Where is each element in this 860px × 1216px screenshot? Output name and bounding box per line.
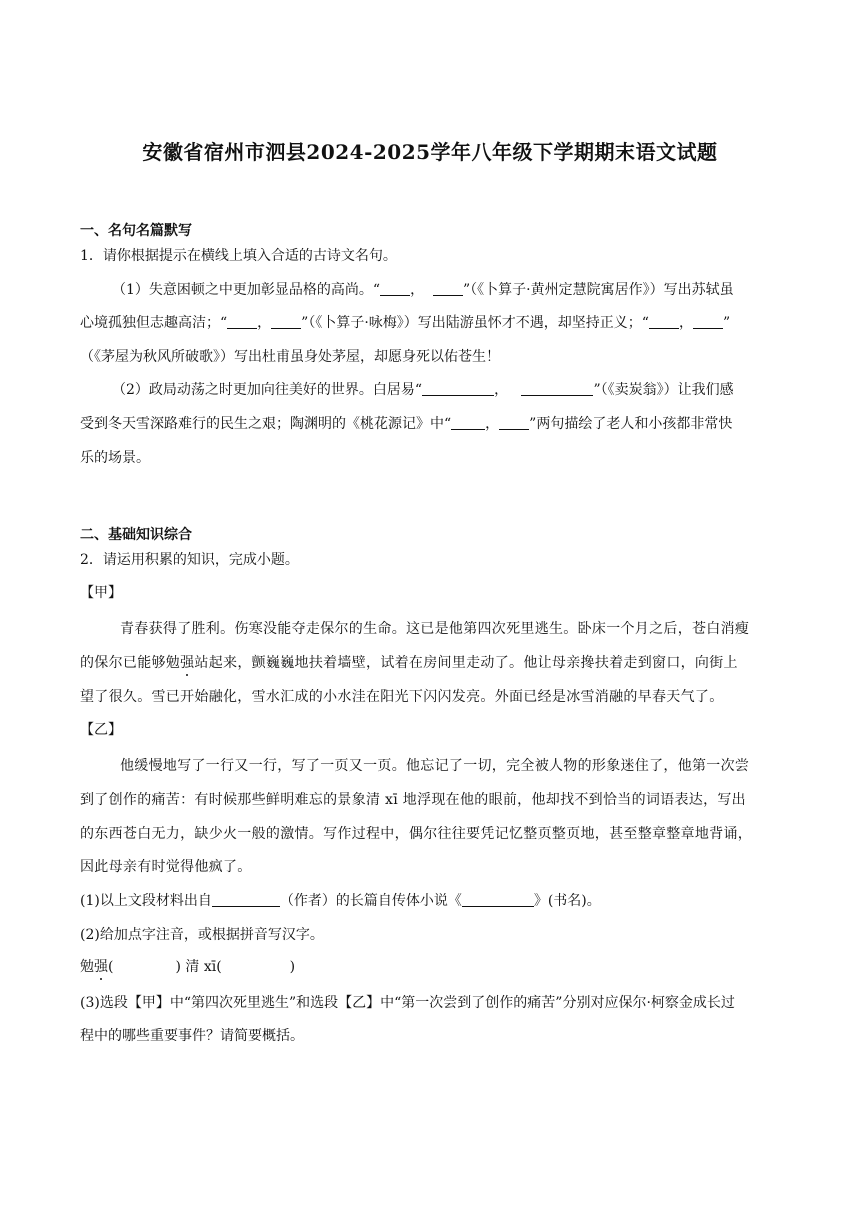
emphasis-dot-char: 强 bbox=[180, 655, 195, 671]
sub-question-2-answers: 勉强( ) 清 xī( ) bbox=[80, 959, 296, 975]
question-2-prompt: 2．请运用积累的知识，完成小题。 bbox=[80, 552, 299, 568]
passage-yi-line4: 因此母亲有时觉得他疯了。 bbox=[80, 859, 252, 875]
question-1-part2-line2: 受到冬天雪深路难行的民生之艰；陶渊明的《桃花源记》中“ ， ”两句描绘了老人和小孩都非常快 bbox=[80, 416, 733, 432]
passage-jia-line1: 青春获得了胜利。伤寒没能夺走保尔的生命。这已是他第四次死里逃生。卧床一个月之后，苍白消瘦 bbox=[120, 621, 750, 637]
question-1-part1-line1: （1）失意困顿之中更加彰显品格的高尚。“ ， ”（《卜算子·黄州定慧院寓居作》）写出苏轼虽 bbox=[112, 282, 734, 298]
passage-yi-line3: 的东西苍白无力，缺少火一般的激情。写作过程中，偶尔往往要凭记忆整页整页地，甚至整章整章地背诵， bbox=[80, 826, 753, 842]
answer-blank[interactable] bbox=[271, 314, 301, 329]
question-1-part1-line3: （《茅屋为秋风所破歌》）写出杜甫虽身处茅屋，却愿身死以佑苍生！ bbox=[80, 349, 500, 365]
question-1-part2-line1: （2）政局动荡之时更加向往美好的世界。白居易“ ， ”（《卖炭翁》）让我们感 bbox=[112, 382, 734, 398]
book-answer-blank[interactable] bbox=[462, 892, 534, 907]
answer-blank[interactable] bbox=[693, 314, 723, 329]
emphasis-dot-char: 强 bbox=[94, 959, 108, 975]
answer-blank[interactable] bbox=[433, 281, 463, 296]
answer-blank[interactable] bbox=[380, 281, 410, 296]
section-heading-1: 一、名句名篇默写 bbox=[80, 223, 192, 239]
answer-blank[interactable] bbox=[499, 415, 529, 430]
sub-question-1: (1)以上文段材料出自 （作者）的长篇自传体小说《 》(书名)。 bbox=[80, 893, 601, 909]
answer-blank[interactable] bbox=[227, 314, 257, 329]
question-1-part1-line2: 心境孤独但志趣高洁；“ ， ”（《卜算子·咏梅》）写出陆游虽怀才不遇，却坚持正义；“ ， ” bbox=[80, 315, 731, 331]
page-title: 安徽省宿州市泗县2024-2025学年八年级下学期期末语文试题 bbox=[142, 140, 718, 164]
question-1-part2-line3: 乐的场景。 bbox=[80, 450, 150, 466]
question-1-prompt: 1．请你根据提示在横线上填入合适的古诗文名句。 bbox=[80, 248, 397, 264]
passage-yi-line1: 他缓慢地写了一行又一行，写了一页又一页。他忘记了一切，完全被人物的形象迷住了，他第一次尝 bbox=[120, 758, 750, 774]
passage-jia-line3: 望了很久。雪已开始融化，雪水汇成的小水洼在阳光下闪闪发亮。外面已经是冰雪消融的早春天气了。 bbox=[80, 689, 724, 705]
sub-question-3-line1: (3)选段【甲】中“第四次死里逃生”和选段【乙】中“第一次尝到了创作的痛苦”分别对应保尔·柯察金成长过 bbox=[80, 995, 735, 1011]
passage-yi-line2: 到了创作的痛苦：有时候那些鲜明难忘的景象清 xī 地浮现在他的眼前，他却找不到恰当的词语表达，写出 bbox=[80, 792, 746, 808]
section-heading-2: 二、基础知识综合 bbox=[80, 527, 192, 543]
passage-yi-label: 【乙】 bbox=[80, 722, 122, 738]
passage-jia-line2: 的保尔已能够勉强站起来，颤巍巍地扶着墙壁，试着在房间里走动了。他让母亲搀扶着走到窗口，向街上 bbox=[80, 655, 738, 671]
answer-blank[interactable] bbox=[649, 314, 679, 329]
answer-blank[interactable] bbox=[451, 415, 485, 430]
answer-blank[interactable] bbox=[422, 381, 494, 396]
answer-blank[interactable] bbox=[521, 381, 593, 396]
sub-question-2: (2)给加点字注音，或根据拼音写汉字。 bbox=[80, 927, 324, 943]
author-answer-blank[interactable] bbox=[212, 892, 280, 907]
sub-question-3-line2: 程中的哪些重要事件？请简要概括。 bbox=[80, 1028, 304, 1044]
passage-jia-label: 【甲】 bbox=[80, 585, 122, 601]
